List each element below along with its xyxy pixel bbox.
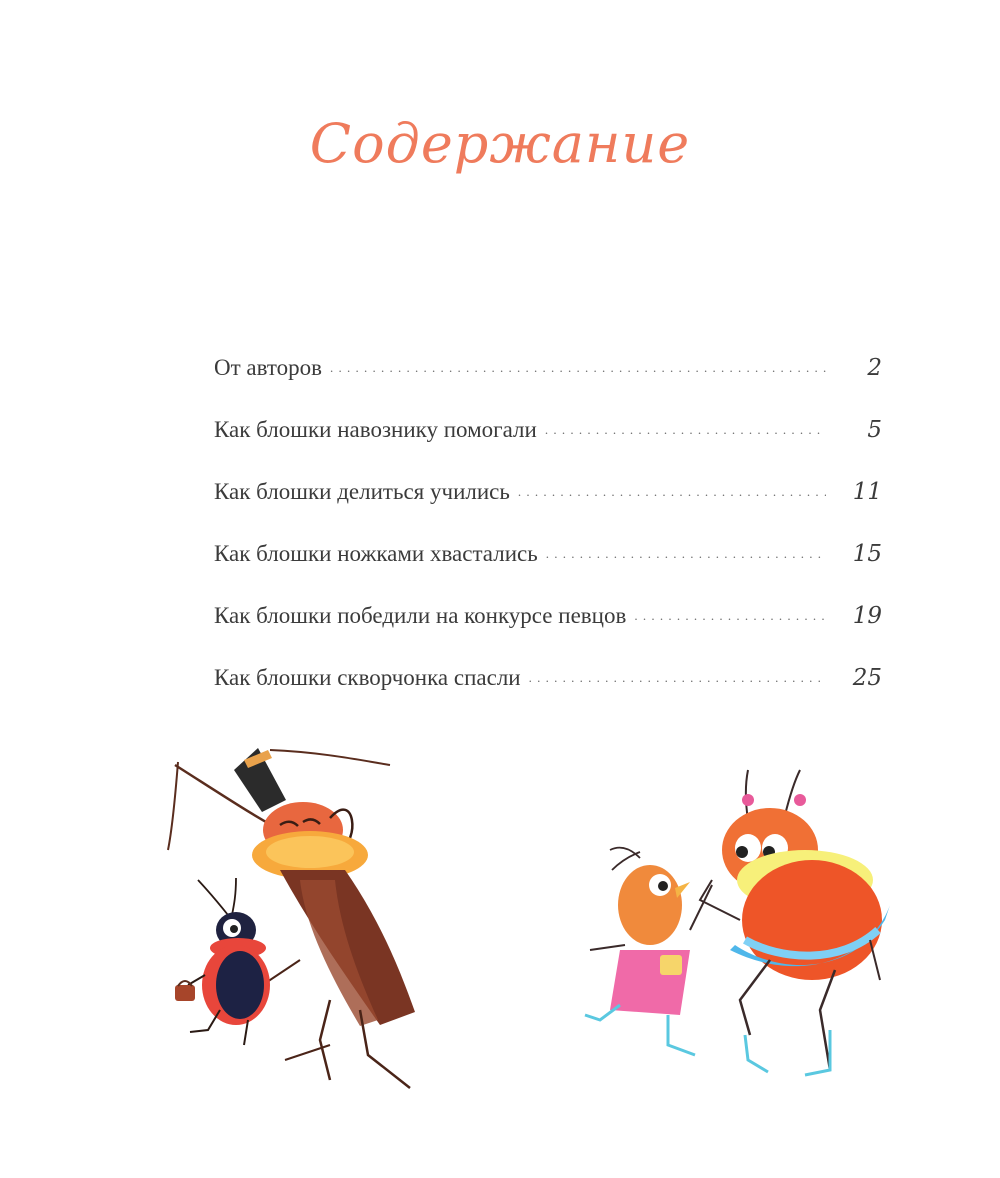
toc-entry-page: 11	[852, 479, 882, 505]
toc-entry-page: 25	[852, 665, 882, 691]
small-flea-illustration	[585, 848, 712, 1055]
toc-leader-dots	[545, 408, 826, 452]
toc-leader-dots	[546, 532, 826, 576]
toc-entry-page: 15	[852, 541, 882, 567]
toc-leader-dots	[634, 594, 826, 638]
toc-entry-page: 2	[867, 355, 882, 381]
toc-entry	[214, 346, 882, 408]
toc-leader-dots	[529, 656, 826, 700]
toc-entry	[214, 532, 882, 594]
toc-entry	[214, 408, 882, 470]
toc-entry	[214, 470, 882, 532]
toc-entry	[214, 594, 882, 656]
toc-entry-title: Как блошки скворчонка спасли	[214, 665, 521, 690]
toc-entry-title: Как блошки победили на конкурсе певцов	[214, 603, 627, 628]
toc-entry-page: 5	[867, 417, 882, 443]
big-flea-illustration	[700, 770, 890, 1075]
toc-leader-dots	[518, 470, 826, 514]
toc-entry-title: Как блошки ножками хвастались	[214, 541, 538, 566]
toc-entry-title: От авторов	[214, 355, 323, 380]
table-of-contents	[214, 346, 882, 718]
toc-leader-dots	[330, 346, 826, 390]
toc-entry	[214, 656, 882, 718]
toc-entry-page: 19	[852, 603, 882, 629]
toc-entry-title: Как блошки навознику помогали	[214, 417, 537, 442]
page-title: Содержание	[309, 112, 691, 175]
tall-beetle-illustration	[168, 748, 415, 1088]
small-red-bug-illustration	[175, 878, 270, 1045]
toc-entry-title: Как блошки делиться учились	[214, 479, 510, 504]
